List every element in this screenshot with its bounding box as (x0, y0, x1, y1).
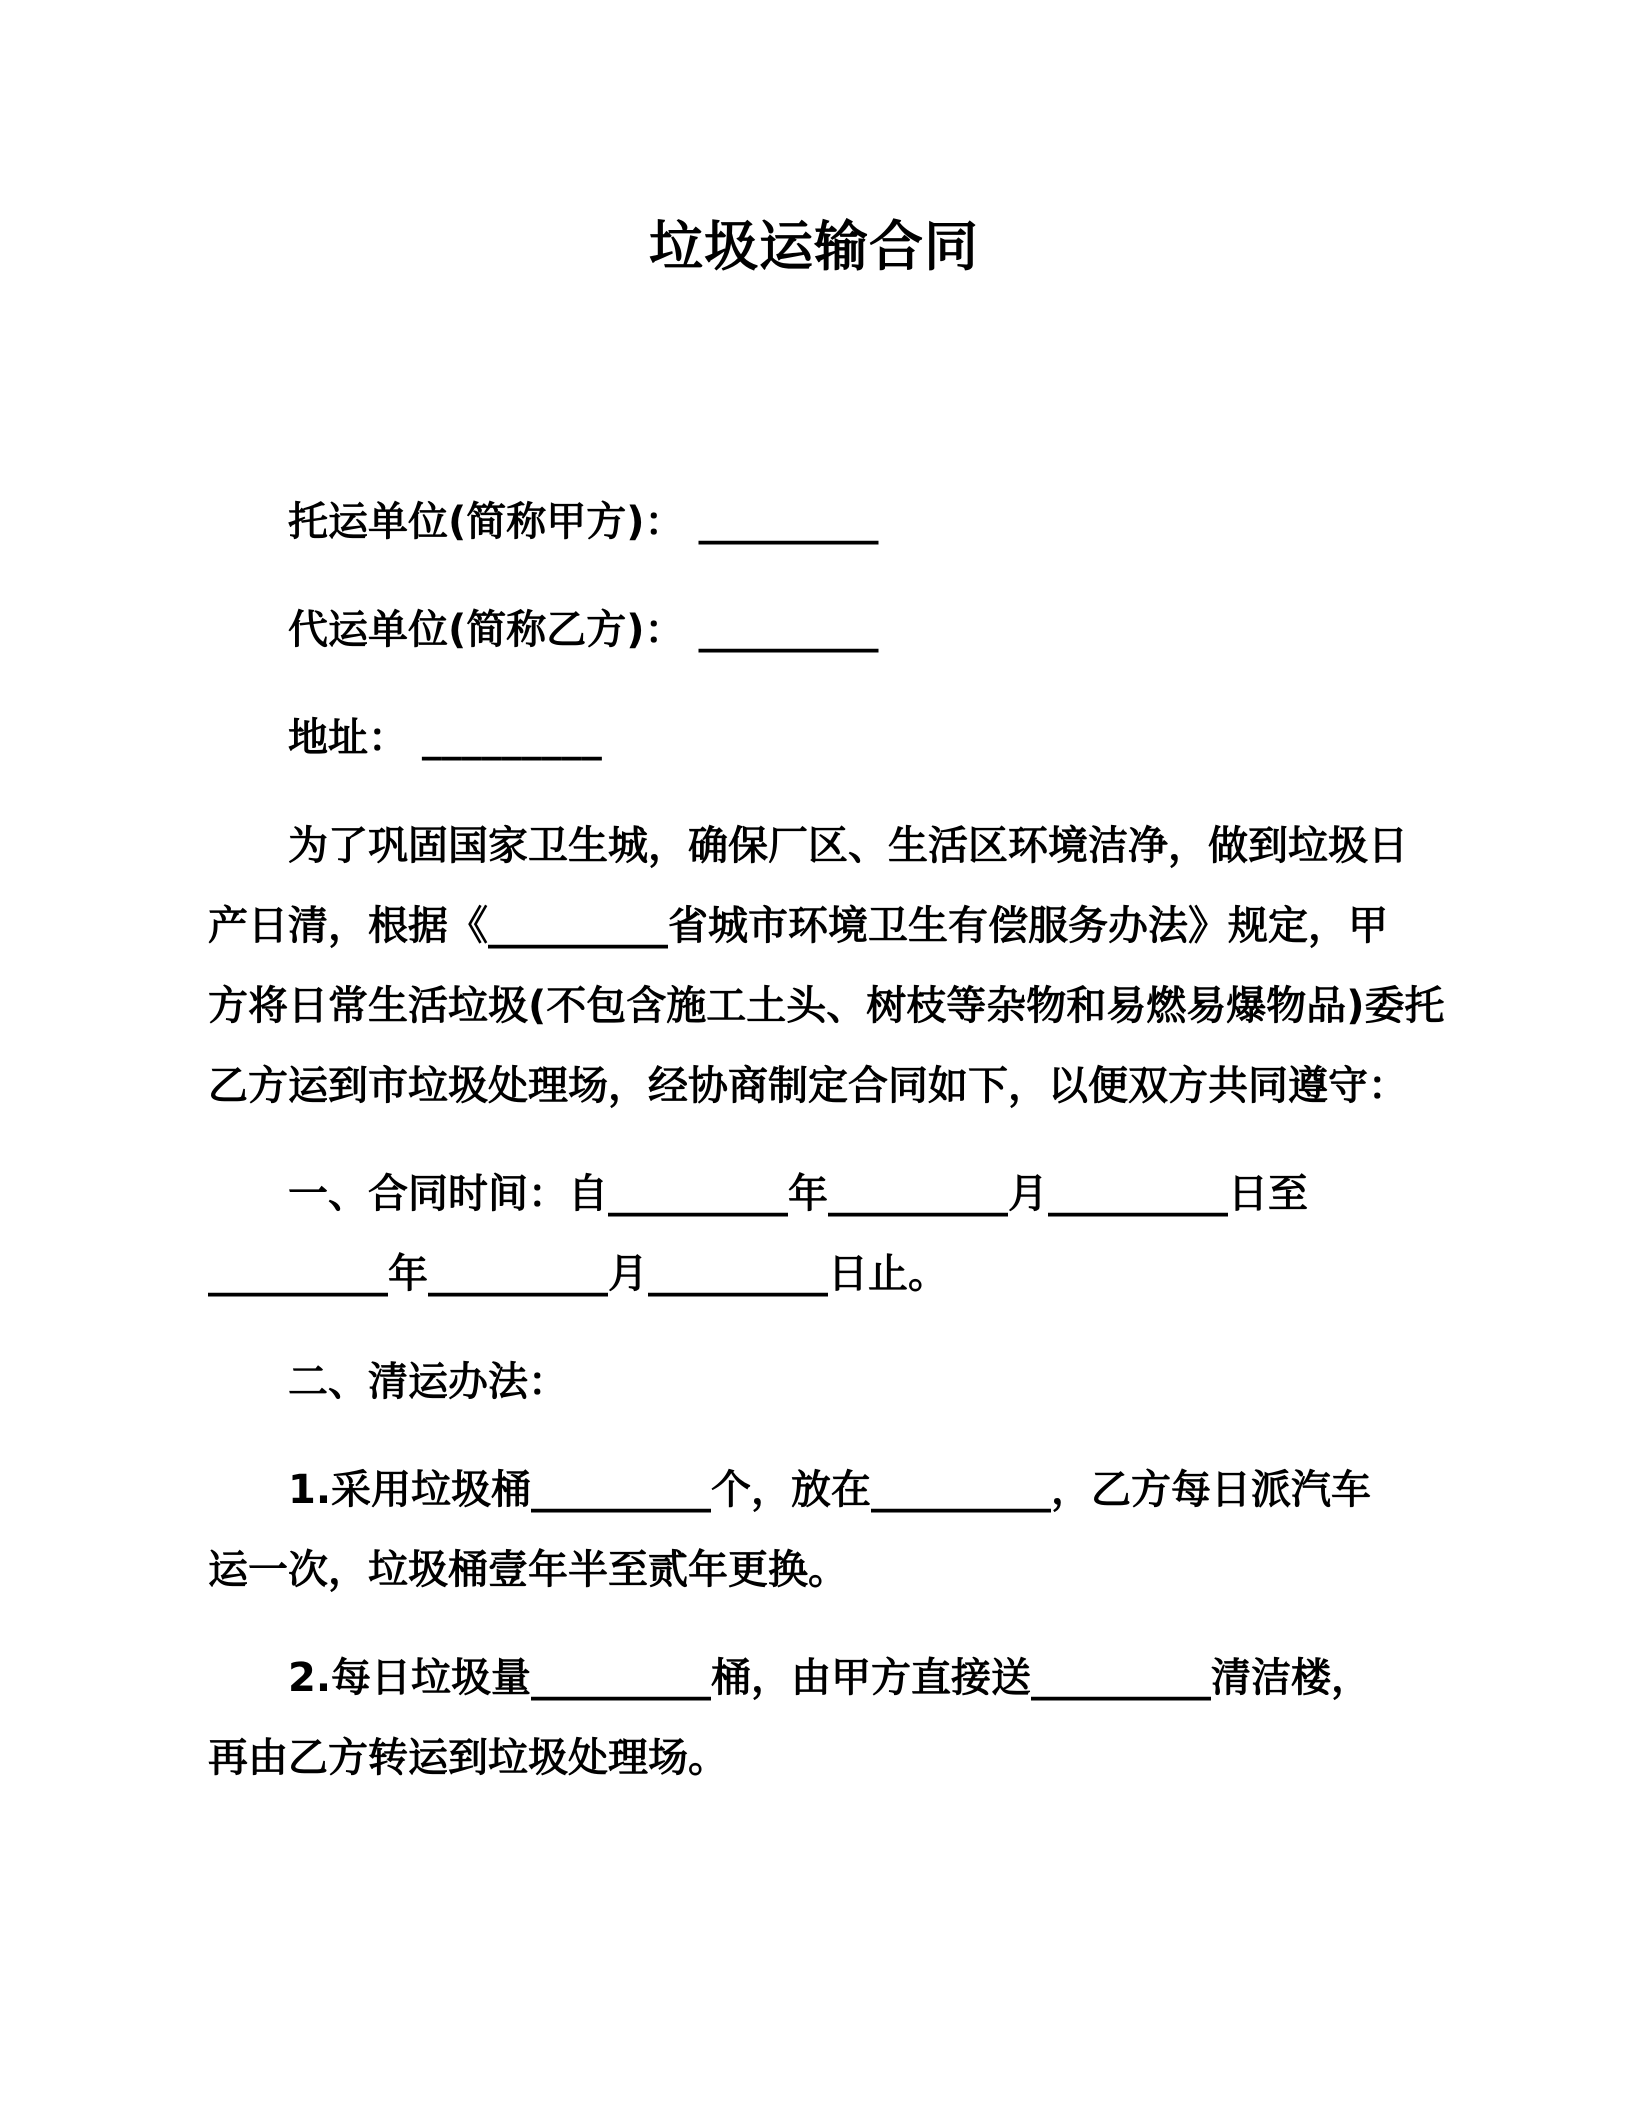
clause-1-garbage-bins (208, 1450, 1420, 1610)
section-one-contract-time (208, 1154, 1420, 1314)
section-two-heading (208, 1342, 1420, 1422)
field-party-b (208, 590, 1420, 670)
field-address (208, 698, 1420, 778)
text-line: 乙方运到市垃圾处理场，经协商制定合同如下，以便双方共同遵守： (208, 1063, 1408, 1109)
text-line: 运一次，垃圾桶壹年半至贰年更换。 (208, 1547, 848, 1593)
text-line: 代运单位(简称乙方)： _________ (288, 607, 879, 653)
paragraph-preamble (208, 806, 1445, 1126)
field-party-a (208, 482, 1420, 562)
clause-2-daily-volume (208, 1638, 1420, 1798)
text-line: 再由乙方转运到垃圾处理场。 (208, 1735, 728, 1781)
text-line: 地址： _________ (288, 715, 602, 761)
text-line: 二、清运办法： (288, 1359, 568, 1405)
text-line: _________年_________月_________日止。 (208, 1251, 948, 1297)
text-line: 1.采用垃圾桶_________个，放在_________，乙方每日派汽车 (288, 1467, 1372, 1513)
text-line: 托运单位(简称甲方)： _________ (288, 499, 879, 545)
text-line: 一、合同时间：自_________年_________月_________日至 (288, 1171, 1308, 1217)
text-line: 产日清，根据《_________省城市环境卫生有偿服务办法》规定，甲 (208, 903, 1388, 949)
text-line: 2.每日垃圾量_________桶，由甲方直接送_________清洁楼， (288, 1655, 1372, 1701)
text-line: 方将日常生活垃圾(不包含施工土头、树枝等杂物和易燃易爆物品)委托 (208, 983, 1445, 1029)
document-title: 垃圾运输合同 (649, 215, 979, 278)
text-line: 为了巩固国家卫生城，确保厂区、生活区环境洁净，做到垃圾日 (288, 823, 1408, 869)
